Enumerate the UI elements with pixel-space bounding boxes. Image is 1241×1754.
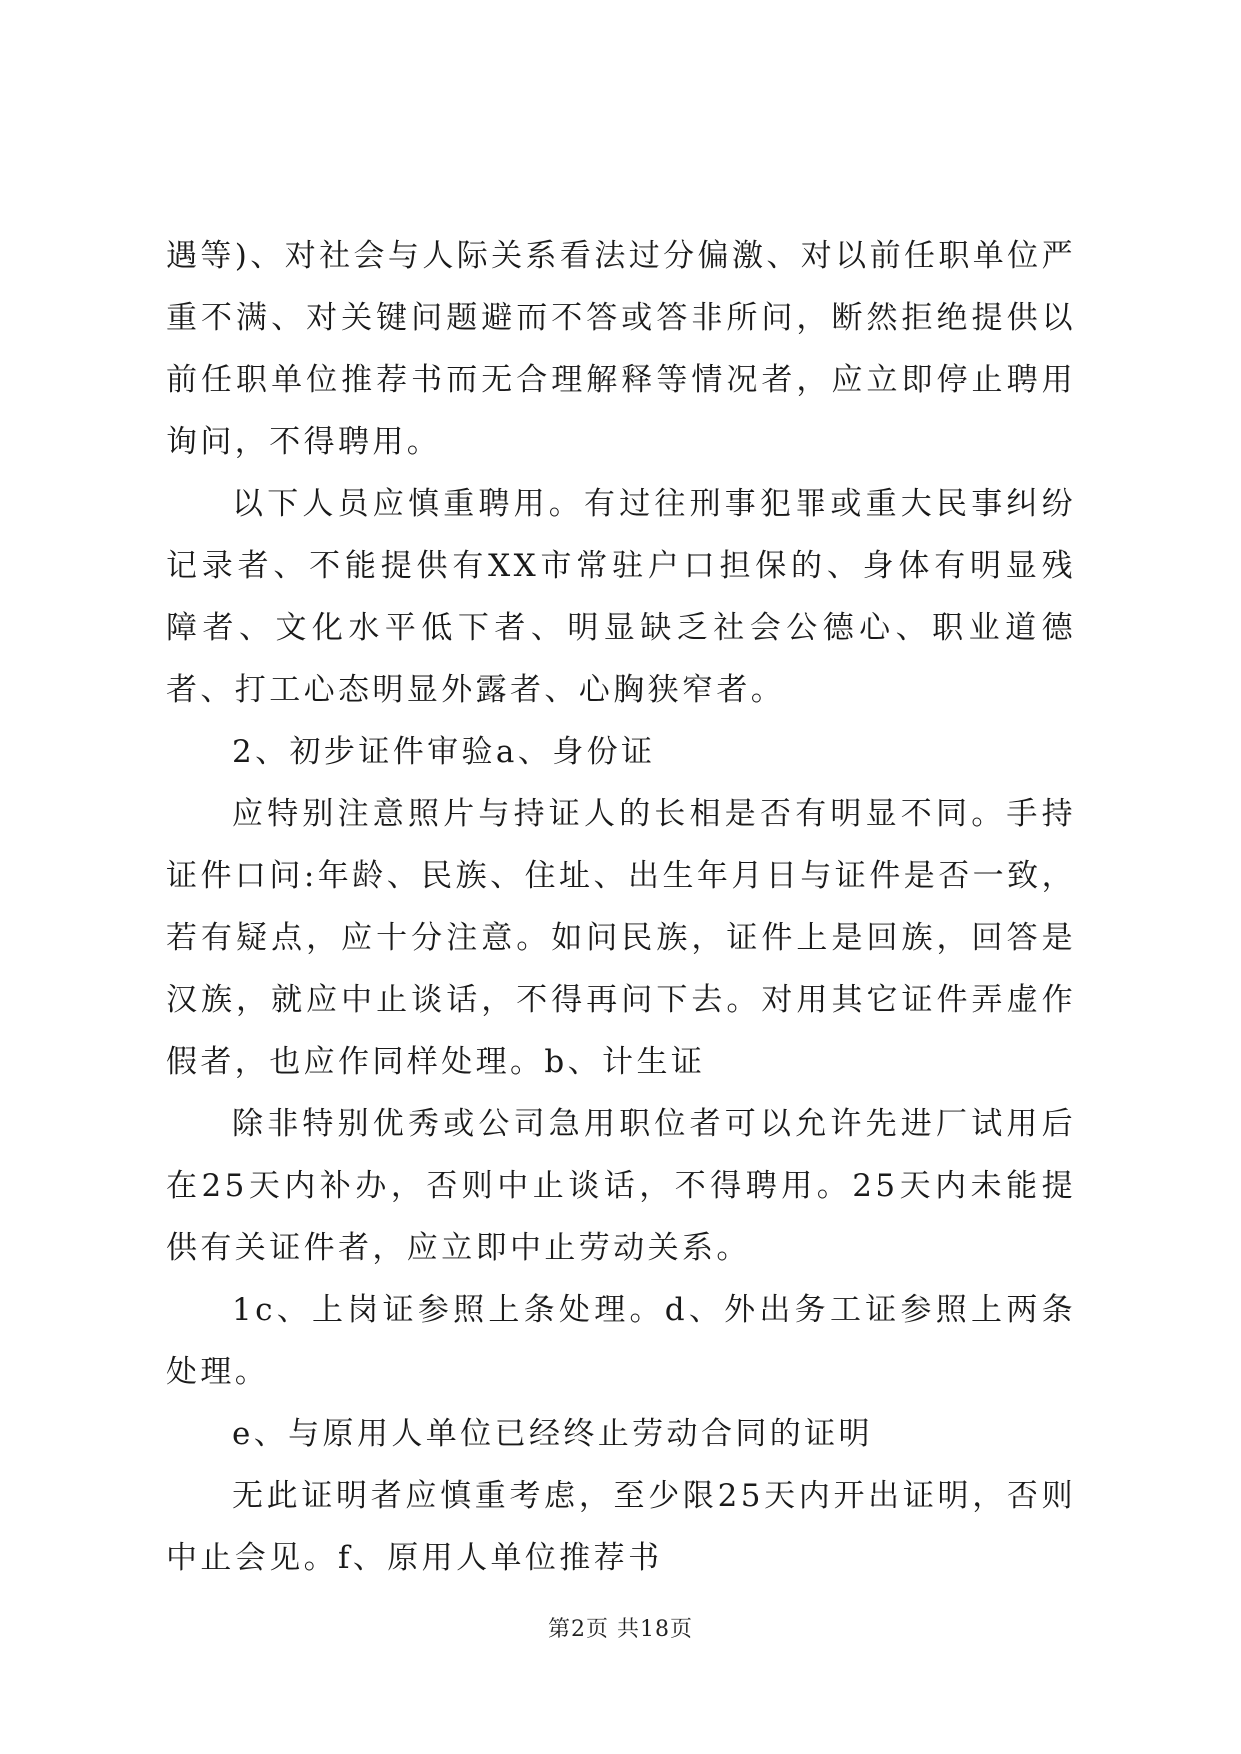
- paragraph-cautious-hiring: 以下人员应慎重聘用。有过往刑事犯罪或重大民事纠纷记录者、不能提供有XX市常驻户口担保的、身体有明显残障者、文化水平低下者、明显缺乏社会公德心、职业道德者、打工心态明显外露者、心胸狭窄者。: [166, 486, 1076, 708]
- paragraph-termination-proof: 无此证明者应慎重考虑，至少限25天内开出证明，否则中止会见。f、原用人单位推荐书: [166, 1478, 1076, 1576]
- section-heading-id-check: 2、初步证件审验a、身份证: [232, 734, 656, 770]
- paragraph-continuation: 遇等)、对社会与人际关系看法过分偏激、对以前任职单位严重不满、对关键问题避而不答或答非所问，断然拒绝提供以前任职单位推荐书而无合理解释等情况者，应立即停止聘用询问，不得聘用。: [166, 238, 1076, 460]
- item-termination-proof: e、与原用人单位已经终止劳动合同的证明: [232, 1416, 873, 1452]
- paragraph-work-permits: 1c、上岗证参照上条处理。d、外出务工证参照上两条处理。: [166, 1292, 1076, 1390]
- paragraph-family-planning-cert: 除非特别优秀或公司急用职位者可以允许先进厂试用后在25天内补办，否则中止谈话，不得聘用。25天内未能提供有关证件者，应立即中止劳动关系。: [166, 1106, 1076, 1266]
- document-body: [166, 225, 1076, 1589]
- paragraph-id-card: 应特别注意照片与持证人的长相是否有明显不同。手持证件口问:年龄、民族、住址、出生年月日与证件是否一致，若有疑点，应十分注意。如问民族，证件上是回族，回答是汉族，就应中止谈话，不得再问下去。对用其它证件弄虚作假者，也应作同样处理。b、计生证: [166, 796, 1076, 1080]
- page-number-footer: 第2页 共18页: [548, 1617, 693, 1642]
